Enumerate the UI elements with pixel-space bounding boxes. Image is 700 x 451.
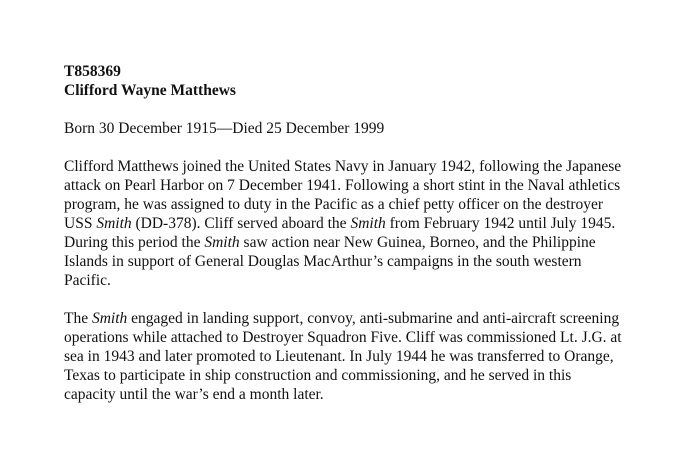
paragraph-line: Islands in support of General Douglas MacArthur’s campaigns in the south western bbox=[64, 253, 582, 270]
ship-name: Smith bbox=[350, 215, 386, 232]
biography-paragraph-2 bbox=[64, 309, 664, 404]
paragraph-line: sea in 1943 and later promoted to Lieutenant. In July 1944 he was transferred to Orange, bbox=[64, 348, 614, 365]
paragraph-line: attack on Pearl Harbor on 7 December 1941. Following a short stint in the Naval athletics bbox=[64, 177, 621, 194]
paragraph-line: Texas to participate in ship construction and commissioning, and he served in this bbox=[64, 367, 572, 384]
paragraph-line: program, he was assigned to duty in the Pacific as a chief petty officer on the destroyer bbox=[64, 196, 604, 213]
text-run: During this period the bbox=[64, 234, 205, 251]
paragraph-line: operations while attached to Destroyer Squadron Five. Cliff was commissioned Lt. J.G. at bbox=[64, 329, 622, 346]
text-run: saw action near New Guinea, Borneo, and the Philippine bbox=[239, 234, 596, 251]
paragraph-line: Clifford Matthews joined the United States Navy in January 1942, following the Japanese bbox=[64, 158, 622, 175]
paragraph-line: capacity until the war’s end a month later. bbox=[64, 386, 324, 403]
paragraph-line bbox=[64, 214, 664, 233]
text-run: (DD-378). Cliff served aboard the bbox=[131, 215, 351, 232]
text-run: USS bbox=[64, 215, 97, 232]
text-run: from February 1942 until July 1945. bbox=[385, 215, 616, 232]
ship-name: Smith bbox=[91, 310, 128, 327]
text-run: The bbox=[64, 310, 92, 327]
text-run: engaged in landing support, convoy, anti-submarine and anti-aircraft screening bbox=[127, 310, 620, 327]
record-id: T858369 bbox=[64, 63, 121, 80]
person-name: Clifford Wayne Matthews bbox=[64, 82, 236, 99]
paragraph-line bbox=[64, 233, 664, 252]
life-dates: Born 30 December 1915—Died 25 December 1999 bbox=[64, 120, 385, 137]
biography-paragraph-1 bbox=[64, 157, 664, 290]
ship-name: Smith bbox=[96, 215, 132, 232]
paragraph-line bbox=[64, 309, 664, 328]
ship-name: Smith bbox=[204, 234, 240, 251]
paragraph-line: Pacific. bbox=[64, 272, 111, 289]
document-page bbox=[64, 62, 664, 404]
